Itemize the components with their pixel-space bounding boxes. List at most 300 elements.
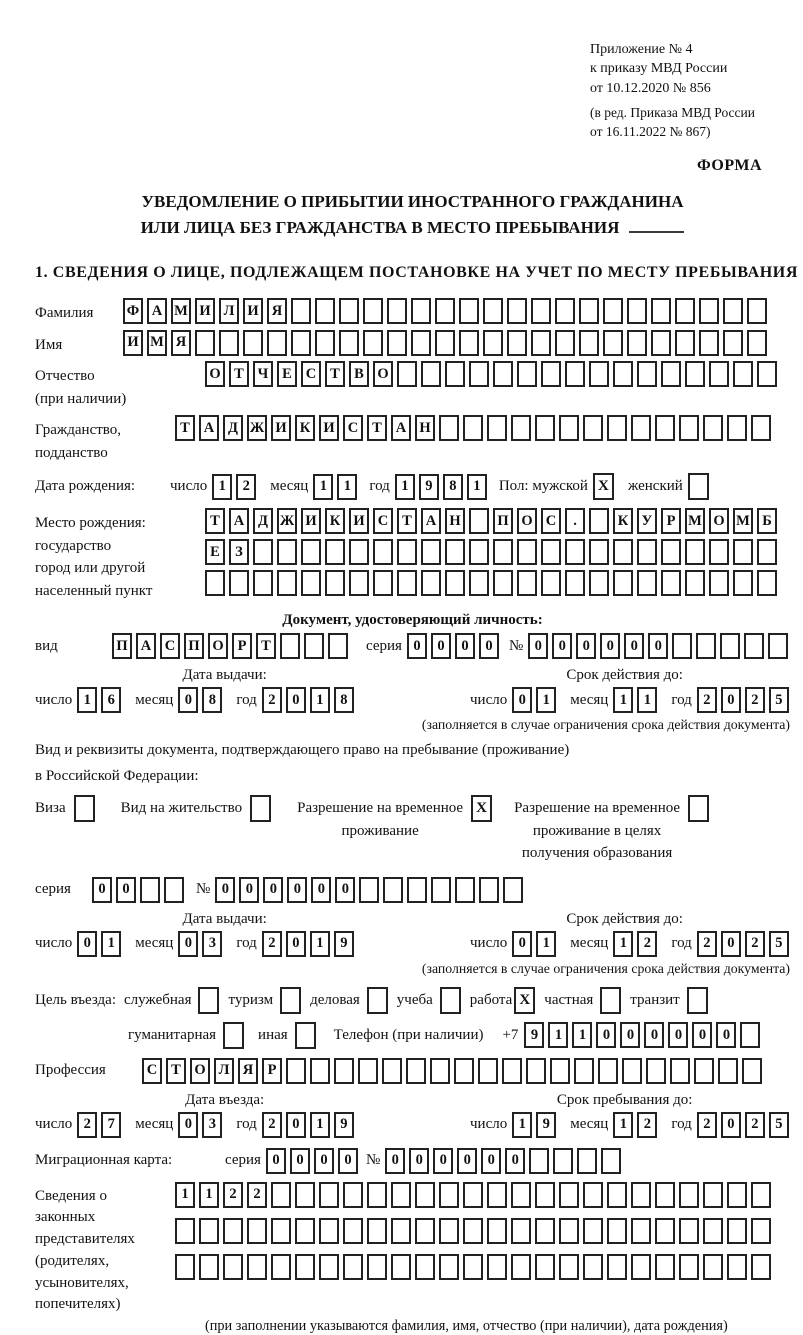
form-cell[interactable] <box>301 539 321 565</box>
purpose-transit-checkbox[interactable] <box>687 987 708 1014</box>
form-cell[interactable] <box>359 877 379 903</box>
form-cell[interactable] <box>415 1182 435 1208</box>
form-cell[interactable] <box>439 1218 459 1244</box>
form-cell[interactable]: 5 <box>769 687 789 713</box>
form-cell[interactable] <box>286 1058 306 1084</box>
form-cell[interactable] <box>271 1182 291 1208</box>
form-cell[interactable] <box>493 361 513 387</box>
form-cell[interactable]: 0 <box>239 877 259 903</box>
form-cell[interactable] <box>459 330 479 356</box>
form-cell[interactable] <box>598 1058 618 1084</box>
form-cell[interactable] <box>559 1218 579 1244</box>
form-cell[interactable]: А <box>199 415 219 441</box>
form-cell[interactable] <box>271 1254 291 1280</box>
form-cell[interactable] <box>607 1182 627 1208</box>
form-cell[interactable] <box>415 1218 435 1244</box>
form-cell[interactable]: Т <box>205 508 225 534</box>
form-cell[interactable] <box>445 570 465 596</box>
form-cell[interactable] <box>478 1058 498 1084</box>
form-cell[interactable]: О <box>205 361 225 387</box>
form-cell[interactable]: О <box>190 1058 210 1084</box>
form-cell[interactable]: И <box>301 508 321 534</box>
form-cell[interactable] <box>559 1254 579 1280</box>
form-cell[interactable]: С <box>301 361 321 387</box>
form-cell[interactable]: М <box>685 508 705 534</box>
form-cell[interactable] <box>655 1182 675 1208</box>
form-cell[interactable] <box>535 1182 555 1208</box>
form-cell[interactable]: 0 <box>77 931 97 957</box>
form-cell[interactable] <box>589 508 609 534</box>
form-cell[interactable] <box>517 361 537 387</box>
form-cell[interactable]: 0 <box>116 877 136 903</box>
form-cell[interactable] <box>325 539 345 565</box>
form-cell[interactable] <box>517 570 537 596</box>
form-cell[interactable] <box>407 877 427 903</box>
form-cell[interactable]: 0 <box>505 1148 525 1174</box>
form-cell[interactable]: 2 <box>697 931 717 957</box>
form-cell[interactable]: 9 <box>536 1112 556 1138</box>
form-cell[interactable] <box>140 877 160 903</box>
form-cell[interactable] <box>744 633 764 659</box>
form-cell[interactable]: Н <box>415 415 435 441</box>
form-cell[interactable]: 1 <box>512 1112 532 1138</box>
form-cell[interactable] <box>531 330 551 356</box>
gender-male-checkbox[interactable]: X <box>593 473 614 500</box>
form-cell[interactable] <box>740 1022 760 1048</box>
form-cell[interactable] <box>334 1058 354 1084</box>
form-cell[interactable]: 1 <box>613 1112 633 1138</box>
form-cell[interactable] <box>367 1254 387 1280</box>
form-cell[interactable] <box>291 330 311 356</box>
form-cell[interactable]: 0 <box>620 1022 640 1048</box>
form-cell[interactable] <box>559 1182 579 1208</box>
form-cell[interactable] <box>383 877 403 903</box>
form-cell[interactable]: С <box>541 508 561 534</box>
form-cell[interactable] <box>223 1218 243 1244</box>
form-cell[interactable] <box>343 1182 363 1208</box>
form-cell[interactable] <box>637 570 657 596</box>
form-cell[interactable] <box>703 1182 723 1208</box>
form-cell[interactable] <box>565 539 585 565</box>
form-cell[interactable]: 1 <box>572 1022 592 1048</box>
purpose-study-checkbox[interactable] <box>440 987 461 1014</box>
form-cell[interactable]: 0 <box>215 877 235 903</box>
form-cell[interactable] <box>421 539 441 565</box>
form-cell[interactable]: 0 <box>263 877 283 903</box>
form-cell[interactable] <box>655 1254 675 1280</box>
form-cell[interactable] <box>675 330 695 356</box>
form-cell[interactable] <box>709 361 729 387</box>
form-cell[interactable] <box>583 415 603 441</box>
form-cell[interactable]: 0 <box>433 1148 453 1174</box>
form-cell[interactable] <box>679 1218 699 1244</box>
purpose-tourism-checkbox[interactable] <box>280 987 301 1014</box>
form-cell[interactable] <box>463 1254 483 1280</box>
form-cell[interactable] <box>559 415 579 441</box>
form-cell[interactable]: 1 <box>613 687 633 713</box>
form-cell[interactable] <box>459 298 479 324</box>
form-cell[interactable] <box>526 1058 546 1084</box>
form-cell[interactable]: М <box>147 330 167 356</box>
form-cell[interactable] <box>319 1218 339 1244</box>
form-cell[interactable]: 7 <box>101 1112 121 1138</box>
form-cell[interactable] <box>435 298 455 324</box>
form-cell[interactable] <box>685 570 705 596</box>
form-cell[interactable]: 2 <box>262 931 282 957</box>
form-cell[interactable] <box>247 1218 267 1244</box>
form-cell[interactable] <box>325 570 345 596</box>
form-cell[interactable] <box>199 1218 219 1244</box>
form-cell[interactable] <box>613 361 633 387</box>
form-cell[interactable] <box>651 330 671 356</box>
form-cell[interactable] <box>223 1254 243 1280</box>
form-cell[interactable]: И <box>319 415 339 441</box>
form-cell[interactable] <box>511 1218 531 1244</box>
form-cell[interactable] <box>661 361 681 387</box>
form-cell[interactable]: 5 <box>769 1112 789 1138</box>
form-cell[interactable]: 0 <box>479 633 499 659</box>
form-cell[interactable]: 2 <box>745 687 765 713</box>
form-cell[interactable] <box>487 415 507 441</box>
form-cell[interactable]: 2 <box>745 1112 765 1138</box>
form-cell[interactable] <box>603 298 623 324</box>
form-cell[interactable]: 0 <box>286 1112 306 1138</box>
form-cell[interactable]: 0 <box>596 1022 616 1048</box>
form-cell[interactable] <box>583 1182 603 1208</box>
form-cell[interactable] <box>463 1218 483 1244</box>
form-cell[interactable] <box>277 570 297 596</box>
form-cell[interactable]: 0 <box>512 687 532 713</box>
option-residence-permit-checkbox[interactable] <box>250 795 271 822</box>
form-cell[interactable]: И <box>349 508 369 534</box>
form-cell[interactable]: 0 <box>287 877 307 903</box>
form-cell[interactable] <box>627 298 647 324</box>
form-cell[interactable] <box>655 1218 675 1244</box>
form-cell[interactable] <box>387 330 407 356</box>
form-cell[interactable]: Н <box>445 508 465 534</box>
form-cell[interactable]: 1 <box>637 687 657 713</box>
form-cell[interactable]: К <box>295 415 315 441</box>
form-cell[interactable] <box>175 1254 195 1280</box>
form-cell[interactable]: 0 <box>385 1148 405 1174</box>
form-cell[interactable]: 0 <box>409 1148 429 1174</box>
form-cell[interactable]: 1 <box>212 474 232 500</box>
form-cell[interactable] <box>319 1182 339 1208</box>
form-cell[interactable] <box>727 1218 747 1244</box>
form-cell[interactable] <box>627 330 647 356</box>
form-cell[interactable]: С <box>160 633 180 659</box>
purpose-private-checkbox[interactable] <box>600 987 621 1014</box>
form-cell[interactable]: 2 <box>223 1182 243 1208</box>
form-cell[interactable] <box>406 1058 426 1084</box>
form-cell[interactable] <box>502 1058 522 1084</box>
form-cell[interactable]: И <box>243 298 263 324</box>
form-cell[interactable]: 0 <box>178 1112 198 1138</box>
form-cell[interactable]: О <box>373 361 393 387</box>
form-cell[interactable]: О <box>709 508 729 534</box>
form-cell[interactable] <box>757 539 777 565</box>
form-cell[interactable] <box>661 570 681 596</box>
form-cell[interactable] <box>651 298 671 324</box>
form-cell[interactable] <box>439 1254 459 1280</box>
form-cell[interactable]: 0 <box>721 1112 741 1138</box>
form-cell[interactable] <box>175 1218 195 1244</box>
form-cell[interactable] <box>253 570 273 596</box>
form-cell[interactable] <box>565 361 585 387</box>
form-cell[interactable] <box>631 1182 651 1208</box>
form-cell[interactable] <box>301 570 321 596</box>
form-cell[interactable]: 1 <box>467 474 487 500</box>
form-cell[interactable] <box>517 539 537 565</box>
form-cell[interactable]: К <box>613 508 633 534</box>
form-cell[interactable] <box>577 1148 597 1174</box>
form-cell[interactable] <box>555 330 575 356</box>
form-cell[interactable] <box>463 1182 483 1208</box>
form-cell[interactable]: 2 <box>77 1112 97 1138</box>
form-cell[interactable]: 0 <box>455 633 475 659</box>
form-cell[interactable]: 0 <box>648 633 668 659</box>
form-cell[interactable]: 1 <box>310 687 330 713</box>
form-cell[interactable] <box>727 1254 747 1280</box>
form-cell[interactable] <box>411 298 431 324</box>
form-cell[interactable]: 0 <box>624 633 644 659</box>
form-cell[interactable] <box>487 1254 507 1280</box>
form-cell[interactable] <box>550 1058 570 1084</box>
form-cell[interactable] <box>295 1218 315 1244</box>
form-cell[interactable] <box>589 361 609 387</box>
purpose-official-checkbox[interactable] <box>198 987 219 1014</box>
form-cell[interactable]: 0 <box>552 633 572 659</box>
form-cell[interactable]: 0 <box>286 931 306 957</box>
form-cell[interactable] <box>589 539 609 565</box>
form-cell[interactable]: 0 <box>338 1148 358 1174</box>
form-cell[interactable] <box>507 330 527 356</box>
form-cell[interactable]: 2 <box>247 1182 267 1208</box>
form-cell[interactable] <box>685 361 705 387</box>
form-cell[interactable] <box>382 1058 402 1084</box>
form-cell[interactable] <box>328 633 348 659</box>
form-cell[interactable] <box>373 539 393 565</box>
form-cell[interactable] <box>415 1254 435 1280</box>
form-cell[interactable]: И <box>271 415 291 441</box>
form-cell[interactable]: Ф <box>123 298 143 324</box>
form-cell[interactable]: Т <box>367 415 387 441</box>
form-cell[interactable] <box>310 1058 330 1084</box>
form-cell[interactable] <box>373 570 393 596</box>
form-cell[interactable]: 3 <box>202 1112 222 1138</box>
form-cell[interactable] <box>603 330 623 356</box>
form-cell[interactable]: 2 <box>745 931 765 957</box>
form-cell[interactable] <box>358 1058 378 1084</box>
form-cell[interactable] <box>694 1058 714 1084</box>
form-cell[interactable] <box>411 330 431 356</box>
form-cell[interactable] <box>463 415 483 441</box>
form-cell[interactable]: 1 <box>101 931 121 957</box>
form-cell[interactable] <box>579 330 599 356</box>
form-cell[interactable] <box>607 1254 627 1280</box>
form-cell[interactable]: 0 <box>716 1022 736 1048</box>
form-cell[interactable] <box>742 1058 762 1084</box>
form-cell[interactable]: 0 <box>286 687 306 713</box>
form-cell[interactable] <box>391 1182 411 1208</box>
form-cell[interactable] <box>723 298 743 324</box>
form-cell[interactable] <box>253 539 273 565</box>
form-cell[interactable] <box>631 415 651 441</box>
form-cell[interactable]: 1 <box>337 474 357 500</box>
form-cell[interactable] <box>469 570 489 596</box>
form-cell[interactable]: 0 <box>290 1148 310 1174</box>
form-cell[interactable]: 1 <box>310 931 330 957</box>
form-cell[interactable] <box>541 539 561 565</box>
form-cell[interactable] <box>511 1254 531 1280</box>
form-cell[interactable]: 0 <box>600 633 620 659</box>
form-cell[interactable]: 2 <box>262 1112 282 1138</box>
form-cell[interactable] <box>637 361 657 387</box>
form-cell[interactable] <box>747 330 767 356</box>
form-cell[interactable]: 1 <box>613 931 633 957</box>
form-cell[interactable] <box>439 415 459 441</box>
form-cell[interactable]: А <box>136 633 156 659</box>
form-cell[interactable]: 2 <box>637 1112 657 1138</box>
form-cell[interactable] <box>280 633 300 659</box>
form-cell[interactable] <box>397 570 417 596</box>
form-cell[interactable]: З <box>229 539 249 565</box>
form-cell[interactable]: М <box>171 298 191 324</box>
form-cell[interactable]: Е <box>205 539 225 565</box>
form-cell[interactable] <box>454 1058 474 1084</box>
form-cell[interactable] <box>397 361 417 387</box>
form-cell[interactable]: Л <box>219 298 239 324</box>
form-cell[interactable] <box>703 415 723 441</box>
form-cell[interactable]: 1 <box>536 687 556 713</box>
form-cell[interactable] <box>679 1254 699 1280</box>
form-cell[interactable] <box>469 361 489 387</box>
form-cell[interactable] <box>607 415 627 441</box>
form-cell[interactable]: С <box>142 1058 162 1084</box>
form-cell[interactable] <box>243 330 263 356</box>
form-cell[interactable]: Т <box>397 508 417 534</box>
form-cell[interactable] <box>391 1254 411 1280</box>
purpose-humanitarian-checkbox[interactable] <box>223 1022 244 1049</box>
form-cell[interactable] <box>421 570 441 596</box>
form-cell[interactable] <box>565 570 585 596</box>
form-cell[interactable]: Я <box>267 298 287 324</box>
form-cell[interactable] <box>672 633 692 659</box>
form-cell[interactable] <box>291 298 311 324</box>
form-cell[interactable]: 0 <box>668 1022 688 1048</box>
form-cell[interactable]: Д <box>253 508 273 534</box>
form-cell[interactable]: В <box>349 361 369 387</box>
form-cell[interactable]: А <box>229 508 249 534</box>
gender-female-checkbox[interactable] <box>688 473 709 500</box>
form-cell[interactable]: . <box>565 508 585 534</box>
form-cell[interactable]: Р <box>661 508 681 534</box>
form-cell[interactable] <box>661 539 681 565</box>
form-cell[interactable] <box>343 1218 363 1244</box>
form-cell[interactable]: Т <box>325 361 345 387</box>
form-cell[interactable]: 2 <box>697 1112 717 1138</box>
form-cell[interactable] <box>397 539 417 565</box>
form-cell[interactable] <box>493 570 513 596</box>
form-cell[interactable]: 9 <box>419 474 439 500</box>
form-cell[interactable] <box>511 415 531 441</box>
form-cell[interactable]: 0 <box>644 1022 664 1048</box>
form-cell[interactable] <box>511 1182 531 1208</box>
form-cell[interactable]: Б <box>757 508 777 534</box>
purpose-other-checkbox[interactable] <box>295 1022 316 1049</box>
form-cell[interactable] <box>622 1058 642 1084</box>
form-cell[interactable]: А <box>421 508 441 534</box>
form-cell[interactable] <box>579 298 599 324</box>
form-cell[interactable]: Ж <box>277 508 297 534</box>
form-cell[interactable]: 0 <box>576 633 596 659</box>
form-cell[interactable]: 0 <box>481 1148 501 1174</box>
form-cell[interactable] <box>718 1058 738 1084</box>
form-cell[interactable]: 0 <box>335 877 355 903</box>
form-cell[interactable] <box>589 570 609 596</box>
form-cell[interactable]: 0 <box>721 931 741 957</box>
form-cell[interactable]: О <box>517 508 537 534</box>
form-cell[interactable] <box>751 415 771 441</box>
form-cell[interactable] <box>315 330 335 356</box>
form-cell[interactable] <box>277 539 297 565</box>
form-cell[interactable] <box>205 570 225 596</box>
form-cell[interactable]: П <box>493 508 513 534</box>
form-cell[interactable]: Т <box>256 633 276 659</box>
option-temp-residence-education-checkbox[interactable] <box>688 795 709 822</box>
form-cell[interactable] <box>709 570 729 596</box>
form-cell[interactable] <box>574 1058 594 1084</box>
form-cell[interactable] <box>363 298 383 324</box>
form-cell[interactable] <box>479 877 499 903</box>
form-cell[interactable] <box>529 1148 549 1174</box>
form-cell[interactable] <box>555 298 575 324</box>
form-cell[interactable] <box>727 1182 747 1208</box>
form-cell[interactable] <box>679 415 699 441</box>
form-cell[interactable]: Р <box>262 1058 282 1084</box>
form-cell[interactable]: 0 <box>528 633 548 659</box>
form-cell[interactable]: А <box>391 415 411 441</box>
form-cell[interactable]: Л <box>214 1058 234 1084</box>
form-cell[interactable] <box>751 1218 771 1244</box>
form-cell[interactable]: 0 <box>721 687 741 713</box>
form-cell[interactable] <box>315 298 335 324</box>
form-cell[interactable]: П <box>112 633 132 659</box>
form-cell[interactable] <box>655 415 675 441</box>
form-cell[interactable]: Ж <box>247 415 267 441</box>
form-cell[interactable] <box>703 1218 723 1244</box>
form-cell[interactable] <box>541 361 561 387</box>
form-cell[interactable] <box>493 539 513 565</box>
form-cell[interactable] <box>679 1182 699 1208</box>
form-cell[interactable]: 8 <box>334 687 354 713</box>
form-cell[interactable] <box>631 1254 651 1280</box>
option-visa-checkbox[interactable] <box>74 795 95 822</box>
form-cell[interactable]: 0 <box>314 1148 334 1174</box>
form-cell[interactable]: 1 <box>199 1182 219 1208</box>
form-cell[interactable] <box>439 1182 459 1208</box>
form-cell[interactable]: 1 <box>175 1182 195 1208</box>
form-cell[interactable]: 0 <box>92 877 112 903</box>
form-cell[interactable]: 0 <box>431 633 451 659</box>
form-cell[interactable]: И <box>195 298 215 324</box>
form-cell[interactable]: 1 <box>548 1022 568 1048</box>
form-cell[interactable] <box>219 330 239 356</box>
option-temp-residence-checkbox[interactable]: X <box>471 795 492 822</box>
form-cell[interactable] <box>637 539 657 565</box>
form-cell[interactable]: 2 <box>697 687 717 713</box>
form-cell[interactable] <box>469 539 489 565</box>
